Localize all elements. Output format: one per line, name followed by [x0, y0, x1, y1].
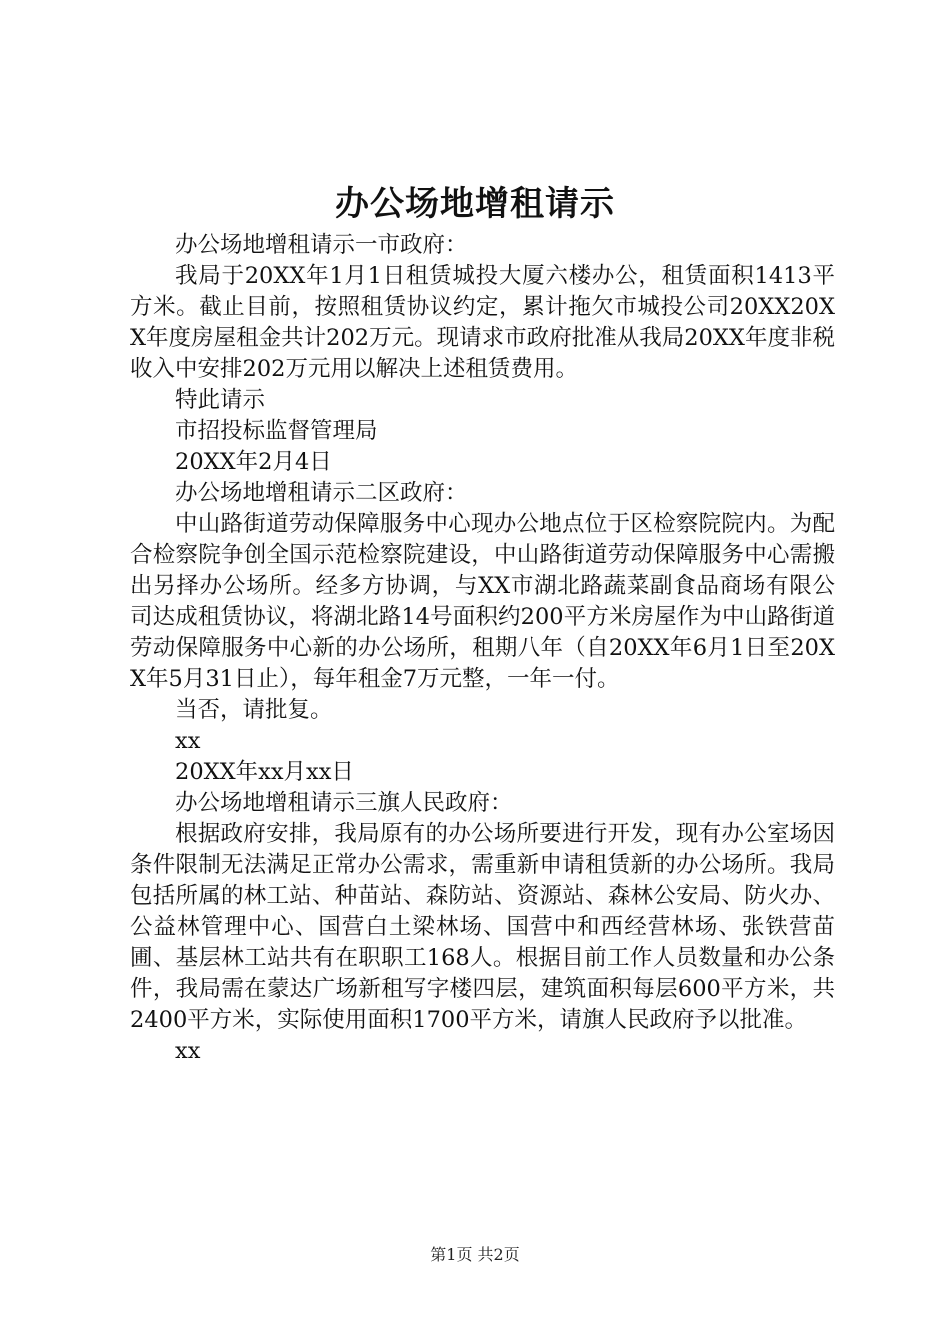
paragraph: 根据政府安排，我局原有的办公场所要进行开发，现有办公室场因条件限制无法满足正常办公需求，需重新申请租赁新的办公场所。我局包括所属的林工站、种苗站、森防站、资源站、森林公安局、防火办、公益林管理中心、国营白土梁林场、国营中和西经营林场、张铁营苗圃、基层林工站共有在职职工168人。根据目前工作人员数量和办公条件，我局需在蒙达广场新租写字楼四层，建筑面积每层600平方米，共2400平方米，实际使用面积1700平方米，请旗人民政府予以批准。	[130, 821, 835, 1033]
paragraph: 20XX年xx月xx日	[175, 759, 354, 785]
paragraph: 市招投标监督管理局	[175, 418, 378, 444]
paragraph: 办公场地增租请示三旗人民政府：	[175, 790, 513, 816]
paragraph: 当否，请批复。	[175, 697, 333, 723]
paragraph: xx	[175, 1038, 201, 1064]
paragraph: 办公场地增租请示一市政府：	[175, 232, 468, 258]
paragraph: 特此请示	[175, 387, 266, 413]
paragraph: 我局于20XX年1月1日租赁城投大厦六楼办公，租赁面积1413平方米。截止目前，按照租赁协议约定，累计拖欠市城投公司20XX20XX年度房屋租金共计202万元。现请求市政府批准从我局20XX年度非税收入中安排202万元用以解决上述租赁费用。	[130, 263, 835, 382]
paragraph: 20XX年2月4日	[175, 449, 332, 475]
paragraph: 中山路街道劳动保障服务中心现办公地点位于区检察院院内。为配合检察院争创全国示范检察院建设，中山路街道劳动保障服务中心需搬出另择办公场所。经多方协调，与XX市湖北路蔬菜副食品商场有限公司达成租赁协议，将湖北路14号面积约200平方米房屋作为中山路街道劳动保障服务中心新的办公场所，租期八年（自20XX年6月1日至20XX年5月31日止），每年租金7万元整，一年一付。	[130, 511, 835, 692]
page-number: 第1页 共2页	[430, 1245, 520, 1264]
paragraph: 办公场地增租请示二区政府：	[175, 480, 468, 506]
document-body	[130, 230, 835, 1067]
paragraph: xx	[175, 728, 201, 754]
document-title: 办公场地增租请示	[335, 184, 615, 224]
